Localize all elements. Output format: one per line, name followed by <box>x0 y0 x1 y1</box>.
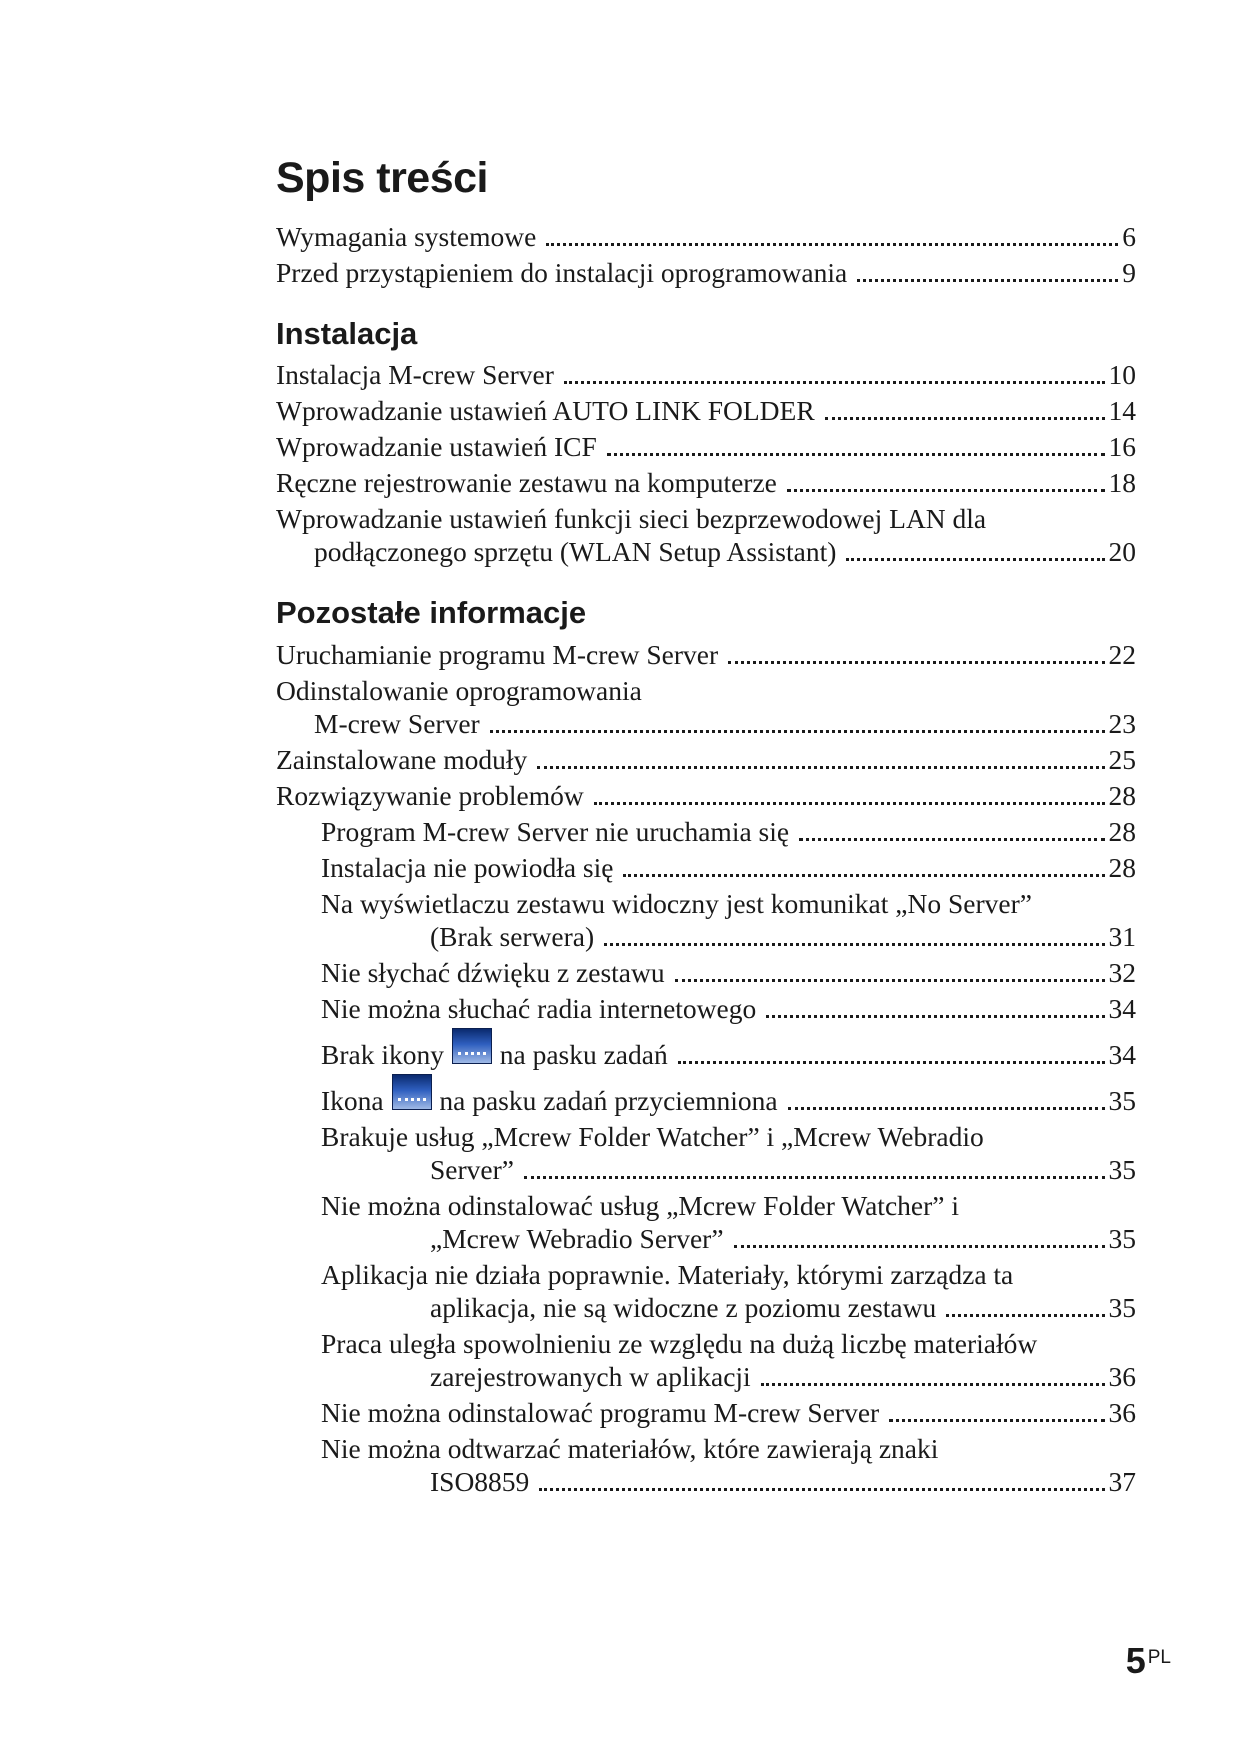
toc-entry-page: 34 <box>1108 1038 1136 1070</box>
toc-entry-page: 16 <box>1108 431 1136 463</box>
toc-entry-text-line1: Odinstalowanie oprogramowania <box>276 674 642 706</box>
toc-entry-page: 28 <box>1108 851 1136 883</box>
toc-entry[interactable] <box>276 638 1136 671</box>
toc-entry-page: 35 <box>1108 1222 1136 1254</box>
toc-entry-page: 18 <box>1108 467 1136 499</box>
toc-subentry[interactable] <box>276 1189 1136 1255</box>
toc-entry-page: 10 <box>1108 359 1136 391</box>
toc-entry-text-line1: Na wyświetlaczu zestawu widoczny jest komunikat „No Server” <box>321 887 1032 919</box>
toc-entry-prefix: Brak ikony <box>321 1038 444 1070</box>
toc-entry-text: ISO8859 <box>430 1465 530 1497</box>
toc-entry-text: Server” <box>430 1153 514 1185</box>
toc-subentry[interactable] <box>276 815 1136 848</box>
toc-entry-text-line1: Aplikacja nie działa poprawnie. Materiały, którymi zarządza ta <box>321 1258 1014 1290</box>
toc-entry-text-line1: Nie można odinstalować usług „Mcrew Folder Watcher” i <box>321 1189 959 1221</box>
toc-entry[interactable] <box>276 256 1136 289</box>
taskbar-mcrew-icon <box>392 1074 432 1110</box>
toc-entry-text: Uruchamianie programu M-crew Server <box>276 638 719 670</box>
toc-subentry[interactable] <box>276 887 1136 953</box>
section-heading: Pozostałe informacje <box>276 595 587 631</box>
toc-entry-text: na pasku zadań <box>499 1038 668 1070</box>
toc-entry-page: 35 <box>1108 1084 1136 1116</box>
section-instalacja <box>276 315 1136 568</box>
toc-subentry[interactable] <box>276 992 1136 1025</box>
toc-entry-page: 34 <box>1108 992 1136 1024</box>
toc-entry-page: 32 <box>1108 956 1136 988</box>
toc-entry-page: 20 <box>1108 536 1136 568</box>
taskbar-mcrew-icon <box>452 1028 492 1064</box>
toc-entry[interactable] <box>276 358 1136 391</box>
toc-entry-page: 23 <box>1108 707 1136 739</box>
toc-entry-page: 35 <box>1108 1291 1136 1323</box>
toc-entry[interactable] <box>276 430 1136 463</box>
toc-entry-text: zarejestrowanych w aplikacji <box>430 1360 751 1392</box>
toc-entry-text: Nie można słuchać radia internetowego <box>321 992 757 1024</box>
toc-subentry[interactable] <box>276 956 1136 989</box>
toc-entry-text: aplikacja, nie są widoczne z poziomu zestawu <box>430 1291 937 1323</box>
toc-entry-page: 22 <box>1108 638 1136 670</box>
toc-entry-text: Instalacja nie powiodła się <box>321 851 614 883</box>
toc-entry-page: 31 <box>1108 920 1136 952</box>
section-heading: Instalacja <box>276 316 418 352</box>
toc <box>276 155 1136 1501</box>
toc-entry-page: 25 <box>1108 743 1136 775</box>
toc-entry[interactable] <box>276 779 1136 812</box>
toc-entry-text: (Brak serwera) <box>430 920 595 952</box>
toc-entry-page: 35 <box>1108 1153 1136 1185</box>
toc-entry-text: Ręczne rejestrowanie zestawu na komputerze <box>276 467 777 499</box>
toc-entry[interactable] <box>276 743 1136 776</box>
toc-subentry[interactable] <box>276 851 1136 884</box>
toc-entry-text: Instalacja M-crew Server <box>276 359 554 391</box>
toc-entry[interactable] <box>276 674 1136 740</box>
toc-subentry[interactable] <box>276 1028 1136 1071</box>
toc-subentry[interactable] <box>276 1327 1136 1393</box>
toc-entry-text: „Mcrew Webradio Server” <box>430 1222 724 1254</box>
toc-subentry[interactable] <box>276 1258 1136 1324</box>
toc-entry-page: 36 <box>1108 1360 1136 1392</box>
toc-entry-text: Wymagania systemowe <box>276 221 537 253</box>
toc-subentry[interactable] <box>276 1432 1136 1498</box>
toc-entry-text: podłączonego sprzętu (WLAN Setup Assistant) <box>314 536 837 568</box>
toc-entry-prefix: Ikona <box>321 1084 384 1116</box>
toc-entry[interactable] <box>276 502 1136 568</box>
toc-entry-text: Nie można odinstalować programu M-crew Server <box>321 1396 880 1428</box>
toc-entry[interactable] <box>276 466 1136 499</box>
toc-subentry[interactable] <box>276 1396 1136 1429</box>
page-number: 5 <box>1125 1640 1146 1681</box>
toc-entry-page: 28 <box>1108 779 1136 811</box>
toc-entry-page: 14 <box>1108 395 1136 427</box>
toc-entry[interactable] <box>276 394 1136 427</box>
toc-entry-page: 37 <box>1108 1465 1136 1497</box>
toc-entry-text: Przed przystąpieniem do instalacji oprogramowania <box>276 257 848 289</box>
toc-entry-text: Wprowadzanie ustawień ICF <box>276 431 597 463</box>
toc-entry-page: 9 <box>1122 257 1136 289</box>
toc-entry-text: Wprowadzanie ustawień AUTO LINK FOLDER <box>276 395 815 427</box>
toc-entry-text-line1: Brakuje usług „Mcrew Folder Watcher” i „Mcrew Webradio <box>321 1120 984 1152</box>
toc-entry-page: 28 <box>1108 815 1136 847</box>
toc-entry-page: 36 <box>1108 1396 1136 1428</box>
page-footer <box>1126 1640 1171 1682</box>
toc-subentry[interactable] <box>276 1120 1136 1186</box>
page-language: PL <box>1147 1647 1171 1668</box>
toc-entry-text: Program M-crew Server nie uruchamia się <box>321 815 790 847</box>
toc-subentry[interactable] <box>276 1074 1136 1117</box>
page-title: Spis treści <box>276 154 488 202</box>
toc-entry-text: Nie słychać dźwięku z zestawu <box>321 956 665 988</box>
toc-entry-text: M-crew Server <box>314 707 480 739</box>
section-pozostale-informacje <box>276 594 1136 1497</box>
toc-entry[interactable] <box>276 220 1136 253</box>
toc-entry-text: na pasku zadań przyciemniona <box>439 1084 778 1116</box>
toc-entry-text-line1: Wprowadzanie ustawień funkcji sieci bezprzewodowej LAN dla <box>276 503 987 535</box>
toc-entry-text-line1: Nie można odtwarzać materiałów, które zawierają znaki <box>321 1432 939 1464</box>
toc-entry-page: 6 <box>1122 221 1136 253</box>
toc-entry-text: Zainstalowane moduły <box>276 743 528 775</box>
toc-entry-text: Rozwiązywanie problemów <box>276 779 584 811</box>
toc-entry-text-line1: Praca uległa spowolnieniu ze względu na dużą liczbę materiałów <box>321 1327 1038 1359</box>
